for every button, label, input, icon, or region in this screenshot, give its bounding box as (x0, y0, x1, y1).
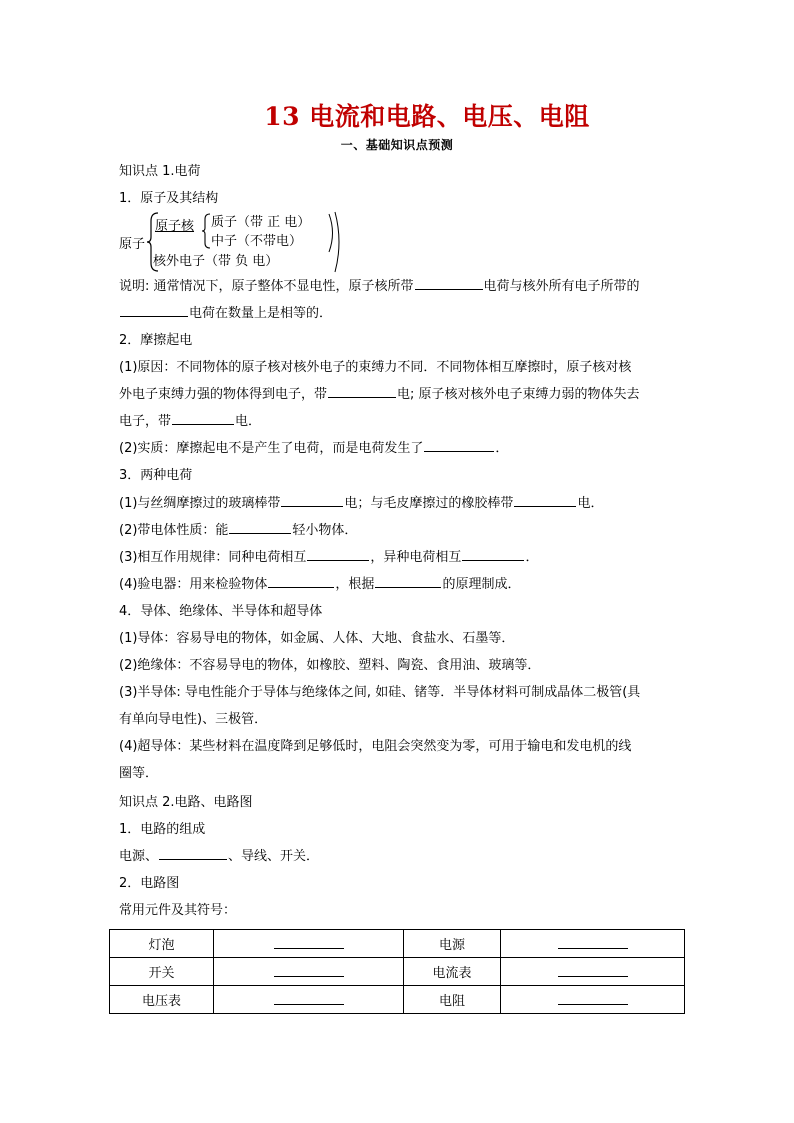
materials-heading: 4．导体、绝缘体、半导体和超导体 (119, 604, 323, 619)
blank-electroscope-principle[interactable] (375, 586, 441, 588)
table-cell-answer[interactable] (214, 986, 404, 1014)
two-charges-line-1: (1)与丝绸摩擦过的玻璃棒带 电；与毛皮摩擦过的橡胶棒带 电． (119, 496, 604, 511)
blank-symbol[interactable] (274, 935, 344, 949)
friction-cause-1: (1)原因：不同物体的原子核对核外电子的束缚力不同．不同物体相互摩擦时，原子核对核 (119, 360, 632, 375)
two-charges-line-2: (2)带电体性质：能 轻小物体． (119, 523, 358, 538)
blank-nucleus-charge[interactable] (415, 288, 483, 290)
blank-electron-charge[interactable] (120, 315, 188, 317)
note-line-1: 说明: 通常情况下，原子整体不显电性，原子核所带 电荷与核外所有电子所带的 (119, 279, 640, 294)
materials-superconductor-2: 圈等． (119, 766, 159, 781)
proton-line: 质子（带 正 电） (211, 215, 311, 230)
blank-lose-electrons[interactable] (172, 423, 234, 425)
materials-superconductor-1: (4)超导体：某些材料在温度降到足够低时，电阻会突然变为零，可用于输电和发电机的线 (119, 739, 632, 754)
component-symbols-table (109, 929, 685, 1014)
note-line-2: 电荷在数量上是相等的． (119, 307, 332, 320)
table-cell-answer[interactable] (501, 958, 685, 986)
blank-symbol[interactable] (558, 963, 628, 977)
blank-attract-light-objects[interactable] (229, 532, 291, 534)
friction-essence: (2)实质：摩擦起电不是产生了电荷，而是电荷发生了 ． (119, 441, 509, 456)
table-cell-answer[interactable] (501, 930, 685, 958)
blank-glass-rod-charge[interactable] (281, 505, 343, 507)
table-cell-label: 电压表 (110, 986, 214, 1014)
materials-conductor: (1)导体：容易导电的物体，如金属、人体、大地、食盐水、石墨等． (119, 631, 515, 646)
section-subtitle: 一、基础知识点预测 (340, 138, 454, 152)
electron-line: 核外电子（带 负 电） (153, 254, 279, 269)
inner-brace-icon (201, 213, 211, 249)
blank-unlike-charges[interactable] (462, 559, 524, 561)
blank-symbol[interactable] (558, 991, 628, 1005)
two-charges-heading: 3．两种电荷 (119, 468, 193, 483)
table-cell-label: 灯泡 (110, 930, 214, 958)
nucleus-label: 原子核 (155, 219, 195, 234)
table-cell-answer[interactable] (214, 958, 404, 986)
blank-symbol[interactable] (274, 963, 344, 977)
table-cell-label: 开关 (110, 958, 214, 986)
blank-circuit-component[interactable] (159, 858, 227, 860)
outer-right-paren-icon (333, 211, 345, 273)
friction-heading: 2．摩擦起电 (119, 333, 193, 348)
table-cell-answer[interactable] (214, 930, 404, 958)
table-cell-label: 电源 (404, 930, 501, 958)
circuit-diagram-heading: 2．电路图 (119, 876, 180, 891)
two-charges-line-4: (4)验电器：用来检验物体 ，根据 的原理制成． (119, 577, 521, 592)
knowledge-point-2-heading: 知识点 2.电路、电路图 (119, 795, 253, 810)
circuit-composition-line: 电源、 、导线、开关． (119, 849, 320, 864)
materials-semiconductor-2: 有单向导电性)、三极管． (119, 712, 268, 727)
blank-symbol[interactable] (274, 991, 344, 1005)
atom-label: 原子 (119, 237, 146, 252)
table-row (110, 930, 685, 958)
blank-electroscope-purpose[interactable] (268, 586, 334, 588)
blank-rubber-rod-charge[interactable] (514, 505, 576, 507)
circuit-composition-heading: 1．电路的组成 (119, 822, 206, 837)
knowledge-point-1-heading: 知识点 1.电荷 (119, 164, 201, 179)
table-row (110, 958, 685, 986)
table-cell-label: 电阻 (404, 986, 501, 1014)
blank-charge-transfer[interactable] (424, 450, 494, 452)
friction-cause-3: 电子，带 电． (119, 414, 262, 429)
friction-cause-2: 外电子束缚力强的物体得到电子，带 电; 原子核对核外电子束缚力弱的物体失去 (119, 387, 640, 402)
materials-insulator: (2)绝缘体：不容易导电的物体，如橡胶、塑料、陶瓷、食用油、玻璃等． (119, 658, 541, 673)
symbols-intro: 常用元件及其符号： (119, 903, 237, 918)
page-title: 13 电流和电路、电压、电阻 (264, 102, 590, 131)
blank-gain-electrons[interactable] (328, 396, 396, 398)
atom-structure-heading: 1．原子及其结构 (119, 191, 219, 206)
table-cell-answer[interactable] (501, 986, 685, 1014)
table-cell-label: 电流表 (404, 958, 501, 986)
materials-semiconductor-1: (3)半导体: 导电性能介于导体与绝缘体之间, 如硅、锗等．半导体材料可制成晶体二极管(具 (119, 685, 641, 700)
neutron-line: 中子（不带电） (211, 234, 303, 249)
table-row (110, 986, 685, 1014)
blank-symbol[interactable] (558, 935, 628, 949)
atom-structure-diagram (119, 211, 359, 273)
two-charges-line-3: (3)相互作用规律：同种电荷相互 ，异种电荷相互 ． (119, 550, 539, 565)
blank-like-charges[interactable] (307, 559, 369, 561)
